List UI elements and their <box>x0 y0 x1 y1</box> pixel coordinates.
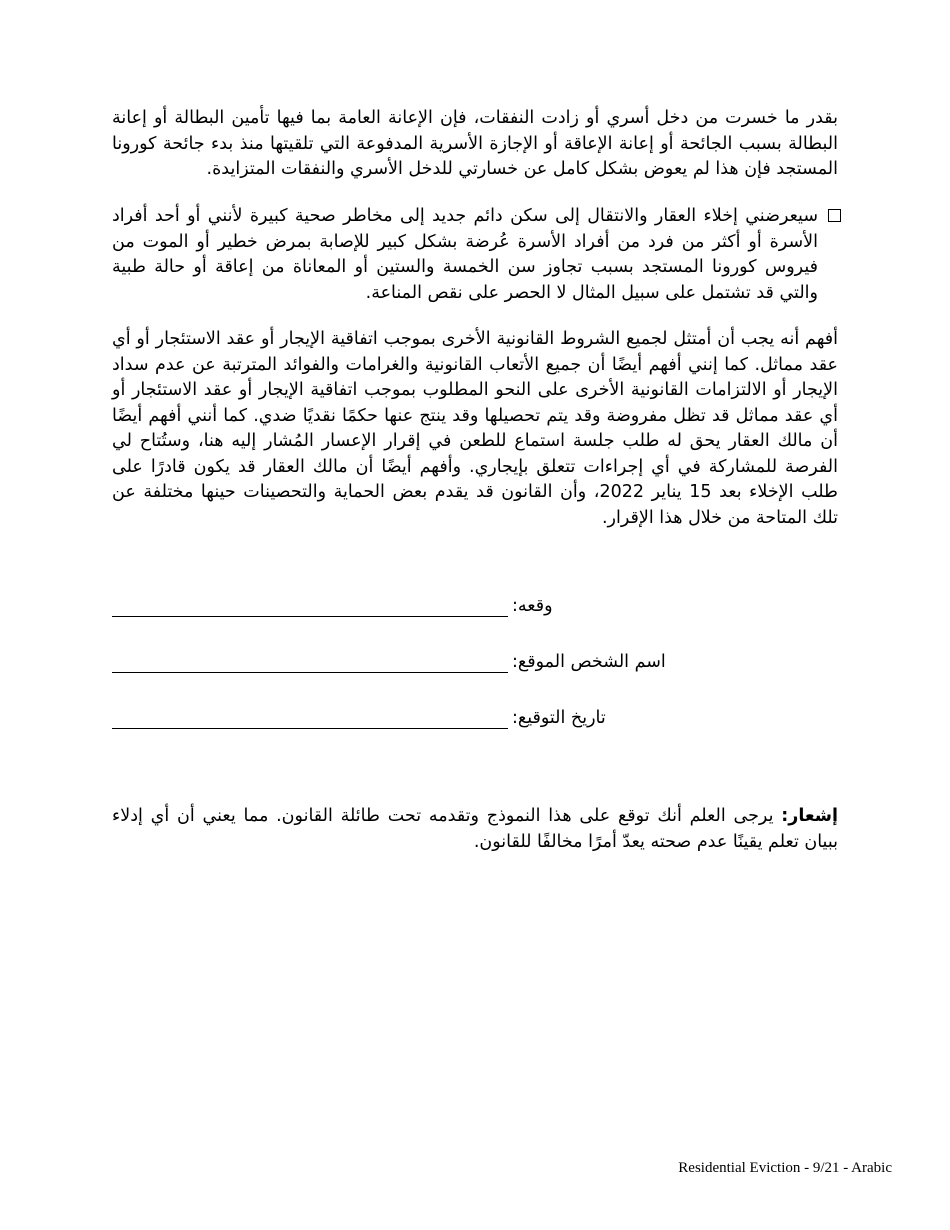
signer-name-label: اسم الشخص الموقع: <box>512 652 666 672</box>
health-risk-checkbox[interactable] <box>828 209 841 222</box>
notice-label: إشعار: <box>781 806 838 826</box>
legal-notice <box>112 804 838 855</box>
signature-date-line[interactable] <box>112 728 508 729</box>
signed-by-label: وقعه: <box>512 596 553 616</box>
health-risk-checkbox-item <box>112 204 818 306</box>
income-loss-paragraph: بقدر ما خسرت من دخل أسري أو زادت النفقات، فإن الإعانة العامة بما فيها تأمين البطالة أو إعانة البطالة بسبب الجائحة أو إعانة الإعاقة أو الإجازة الأسرية المدفوعة التي تلقيتها منذ بدء جائحة كورونا المستجد فإن هذا لم يعوض بشكل كامل عن خسارتي للدخل الأسري والنفقات المتزايدة. <box>112 108 838 179</box>
signature-date-label: تاريخ التوقيع: <box>512 708 606 728</box>
health-risk-text: سيعرضني إخلاء العقار والانتقال إلى سكن دائم جديد إلى مخاطر صحية كبيرة لأنني أو أحد أفراد الأسرة أو أكثر من فرد من أفراد الأسرة عُرضة بشكل كبير للإصابة بمرض خطير أو الموت من فيروس كورونا المستجد بسبب تجاوز سن الخمسة والستين أو المعاناة من إعاقة أو حالة طبية والتي قد تشتمل على سبيل المثال لا الحصر على نقص المناعة. <box>112 206 818 303</box>
signer-name-line[interactable] <box>112 672 508 673</box>
footer-form-id: Residential Eviction - 9/21 - Arabic <box>678 1160 892 1176</box>
signed-by-line[interactable] <box>112 616 508 617</box>
notice-text: يرجى العلم أنك توقع على هذا النموذج وتقدمه تحت طائلة القانون. مما يعني أن أي إدلاء ببيان تعلم يقينًا عدم صحته يعدّ أمرًا مخالفًا للقانون. <box>112 806 838 852</box>
obligations-paragraph: أفهم أنه يجب أن أمتثل لجميع الشروط القانونية الأخرى بموجب اتفاقية الإيجار أو عقد الاستئجار أو أي عقد مماثل. كما إنني أفهم أيضًا أن جميع الأتعاب القانونية والغرامات والفوائد المترتبة عن عدم سداد الإيجار أو الالتزامات القانونية الأخرى على النحو المطلوب بموجب اتفاقية الإيجار أو عقد الاستئجار أو أي عقد مماثل قد تظل مفروضة وقد يتم تحصيلها وقد ينتج عنها حكمًا نقديًا ضدي. كما أنني أفهم أيضًا أن مالك العقار يحق له طلب جلسة استماع للطعن في إقرار الإعسار المُشار إليه هنا، وستُتاح لي الفرصة للمشاركة في أي إجراءات تتعلق بإيجاري. وأفهم أيضًا أن مالك العقار قد يكون قادرًا على طلب الإخلاء بعد 15 يناير 2022، وأن القانون قد يقدم بعض الحماية والتحصينات حينها مختلفة عن تلك المتاحة من خلال هذا الإقرار. <box>112 329 838 528</box>
